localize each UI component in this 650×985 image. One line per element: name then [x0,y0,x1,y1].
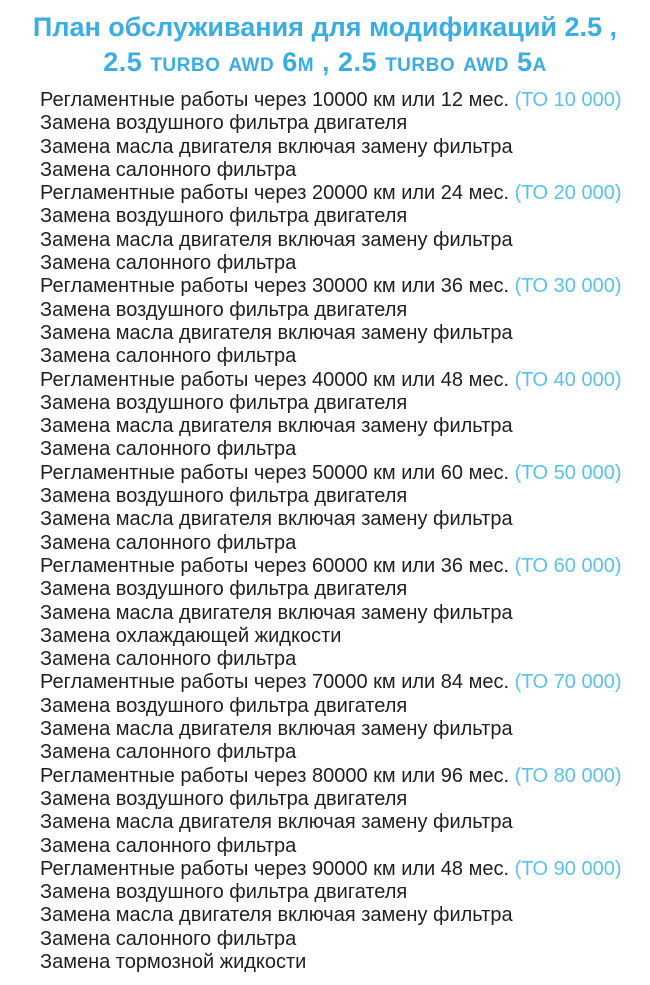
maintenance-item-line: Замена салонного фильтра [40,927,297,950]
section-header-line [40,555,636,578]
maintenance-item-line: Замена салонного фильтра [40,345,297,368]
maintenance-item-line: Замена масла двигателя включая замену фильтра [40,415,513,438]
section-header-text: Регламентные работы через 40000 км или 48 мес. [40,368,515,391]
section-header-text: Регламентные работы через 60000 км или 36 мес. [40,554,515,577]
section-header-line [40,858,636,881]
section-header-line [40,462,636,485]
section-header-text: Регламентные работы через 70000 км или 84 мес. [40,671,515,694]
section-header-line [40,182,636,205]
maintenance-item-line: Замена масла двигателя включая замену фильтра [40,321,513,344]
maintenance-item-line: Замена масла двигателя включая замену фильтра [40,718,513,741]
maintenance-item-line: Замена масла двигателя включая замену фильтра [40,811,513,834]
to-interval-link[interactable]: (ТО 60 000) [514,554,622,577]
maintenance-item-line: Замена охлаждающей жидкости [40,624,342,647]
section-header-text: Регламентные работы через 50000 км или 60 мес. [40,461,515,484]
to-interval-link[interactable]: (ТО 70 000) [514,671,622,694]
maintenance-item-line: Замена воздушного фильтра двигателя [40,298,408,321]
maintenance-item-line: Замена масла двигателя включая замену фильтра [40,228,513,251]
section-header-line [40,275,636,298]
maintenance-item-line: Замена салонного фильтра [40,648,297,671]
to-interval-link[interactable]: (ТО 50 000) [514,461,622,484]
to-interval-link[interactable]: (ТО 30 000) [514,275,622,298]
maintenance-item-line: Замена воздушного фильтра двигателя [40,694,408,717]
section-header-line [40,369,636,392]
maintenance-item-line: Замена салонного фильтра [40,252,297,275]
page-title-line-2: 2.5 turbo awd 6м , 2.5 turbo awd 5а [103,47,547,77]
maintenance-schedule-list [0,89,650,974]
maintenance-item-line: Замена воздушного фильтра двигателя [40,881,408,904]
maintenance-item-line: Замена салонного фильтра [40,834,297,857]
maintenance-item-line: Замена воздушного фильтра двигателя [40,485,408,508]
maintenance-item-line: Замена тормозной жидкости [40,950,307,973]
maintenance-item-line: Замена салонного фильтра [40,531,297,554]
to-interval-link[interactable]: (ТО 90 000) [514,857,622,880]
section-header-line [40,89,636,112]
maintenance-item-line: Замена масла двигателя включая замену фильтра [40,135,513,158]
maintenance-item-line: Замена масла двигателя включая замену фильтра [40,601,513,624]
page-title-line-1: План обслуживания для модификаций 2.5 , [32,12,618,42]
page-title [0,10,650,80]
to-interval-link[interactable]: (ТО 10 000) [514,89,622,111]
maintenance-item-line: Замена салонного фильтра [40,741,297,764]
section-header-text: Регламентные работы через 10000 км или 12 мес. [40,89,515,111]
section-header-text: Регламентные работы через 80000 км или 96 мес. [40,764,515,787]
section-header-text: Регламентные работы через 20000 км или 24 мес. [40,182,515,205]
maintenance-item-line: Замена воздушного фильтра двигателя [40,205,408,228]
section-header-line [40,671,636,694]
maintenance-item-line: Замена масла двигателя включая замену фильтра [40,508,513,531]
to-interval-link[interactable]: (ТО 20 000) [514,182,622,205]
maintenance-item-line: Замена воздушного фильтра двигателя [40,391,408,414]
maintenance-plan-page [0,10,650,985]
maintenance-item-line: Замена воздушного фильтра двигателя [40,112,408,135]
maintenance-item-line: Замена масла двигателя включая замену фильтра [40,904,513,927]
section-header-text: Регламентные работы через 90000 км или 48 мес. [40,857,515,880]
maintenance-item-line: Замена воздушного фильтра двигателя [40,578,408,601]
section-header-line [40,765,636,788]
maintenance-item-line: Замена салонного фильтра [40,158,297,181]
section-header-text: Регламентные работы через 30000 км или 36 мес. [40,275,515,298]
to-interval-link[interactable]: (ТО 40 000) [514,368,622,391]
maintenance-item-line: Замена воздушного фильтра двигателя [40,787,408,810]
maintenance-item-line: Замена салонного фильтра [40,438,297,461]
to-interval-link[interactable]: (ТО 80 000) [514,764,622,787]
